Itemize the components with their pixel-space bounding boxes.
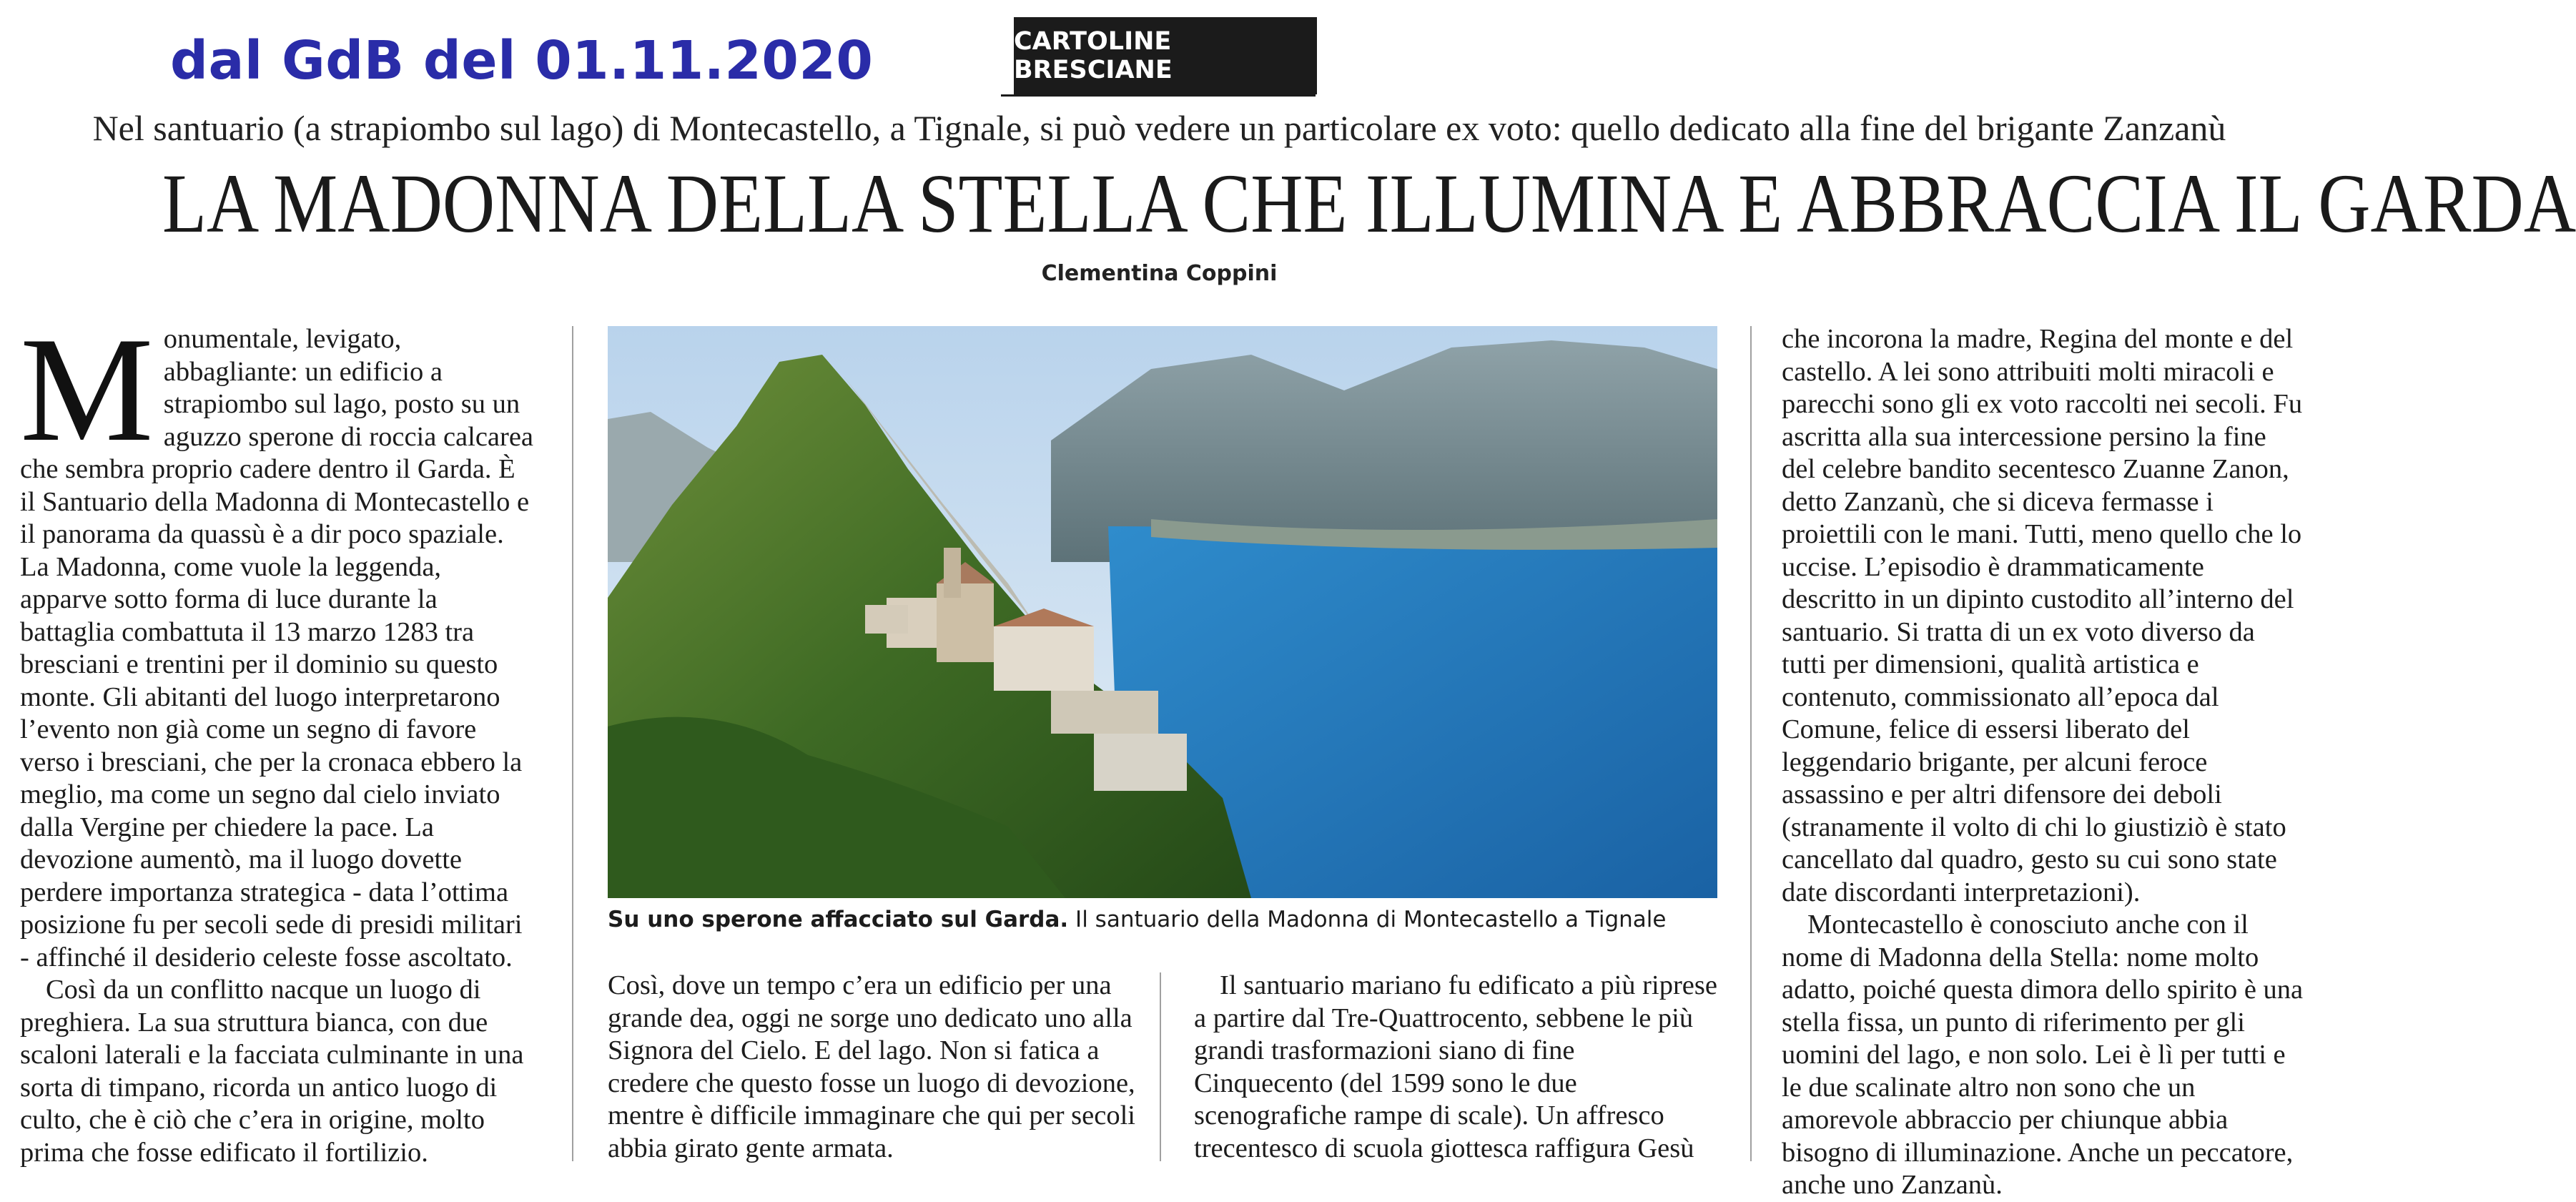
paragraph-2: Così da un conflitto nacque un luogo di preghiera. La sua struttura bianca, con due scaloni laterali e la facciata culminante in una sorta di timpano, ricorda un antico luogo di culto, che è ciò che c’era in origine, molto prima che fosse edificato il fortilizio. <box>20 975 524 1168</box>
article-column-4 <box>1782 323 2304 1202</box>
rubric-underline <box>1001 94 1316 97</box>
caption-text: Il santuario della Madonna di Montecastello a Tignale <box>1068 907 1667 932</box>
article-author: Clementina Coppini <box>1041 261 1278 286</box>
column-divider-3 <box>1750 326 1752 1161</box>
column-divider-2 <box>1160 972 1161 1161</box>
section-rubric <box>1014 17 1317 94</box>
photo-caption <box>608 907 1723 932</box>
caption-bold: Su uno sperone affacciato sul Garda. <box>608 907 1069 932</box>
paragraph-6: Montecastello è conosciuto anche con il nome di Madonna della Stella: nome molto adatto, poiché questa dimora dello spirito è una stella fissa, un punto di riferimento per gli uomini del lago, e non solo. Lei è lì per tutti e le due scalinate altro non sono che un amorevole abbraccio per chiunque abbia bisogno di illuminazione. Anche un peccatore, anche uno Zanzanù. <box>1782 910 2304 1200</box>
newspaper-source-label: dal GdB del 01.11.2020 <box>170 30 874 92</box>
santuario-photo <box>608 326 1717 898</box>
kicker-subtitle: Nel santuario (a strapiombo sul lago) di Montecastello, a Tignale, si può vedere un particolare ex voto: quello dedicato alla fine del brigante Zanzanù <box>92 108 2226 148</box>
article-column-2 <box>608 970 1137 1165</box>
drop-cap: M <box>20 307 154 473</box>
paragraph-1: onumentale, levigato, abbagliante: un edificio a strapiombo sul lago, posto su un aguzzo sperone di roccia calcarea che sembra proprio cadere dentro il Garda. È il Santuario della Madonna di Montecastello e il panorama da quassù è a dir poco spaziale. La Madonna, come vuole la leggenda, apparve sotto forma di luce durante la battaglia combattuta il 13 marzo 1283 tra bresciani e trentini per il dominio su questo monte. Gli abitanti del luogo interpretarono l’evento non già come un segno di favore verso i bresciani, che per la cronaca ebbero la meglio, ma come un segno dal cielo inviato dalla Vergine per chiedere la pace. La devozione aumentò, ma il luogo dovette perdere importanza strategica - data l’ottima posizione fu per secoli sede di presidi militari - affinché il desiderio celeste fosse ascoltato. <box>20 324 534 972</box>
article-column-3 <box>1194 970 1719 1165</box>
column-divider-1 <box>572 326 573 1161</box>
article-column-1 <box>20 307 535 1169</box>
rubric-label: CARTOLINE BRESCIANE <box>1014 27 1173 84</box>
article-headline: LA MADONNA DELLA STELLA CHE ILLUMINA E ABBRACCIA IL GARDA <box>162 157 2576 250</box>
paragraph-4: Il santuario mariano fu edificato a più riprese a partire dal Tre-Quattrocento, sebbene le più grandi trasformazioni siano di fine Cinquecento (del 1599 sono le due scenografiche rampe di scale). Un affresco trecentesco di scuola giottesca raffigura Gesù <box>1194 970 1717 1163</box>
paragraph-3: Così, dove un tempo c’era un edificio per una grande dea, oggi ne sorge uno dedicato uno alla Signora del Cielo. E del lago. Non si fatica a credere che questo fosse un luogo di devozione, mentre è difficile immaginare che qui per secoli abbia girato gente armata. <box>608 970 1135 1163</box>
paragraph-5: che incorona la madre, Regina del monte e del castello. A lei sono attribuiti molti miracoli e parecchi sono gli ex voto raccolti nei secoli. Fu ascritta alla sua intercessione persino la fine del celebre bandito secentesco Zuanne Zanon, detto Zanzanù, che si diceva fermasse i proiettili con le mani. Tutti, meno quello che lo uccise. L’episodio è drammaticamente descritto in un dipinto custodito all’interno del santuario. Si tratta di un ex voto diverso da tutti per dimensioni, qualità artistica e contenuto, commissionato all’epoca dal Comune, felice di essersi liberato del leggendario brigante, per alcuni feroce assassino e per altri difensore dei deboli (stranamente il volto di chi lo giustiziò è stato cancellato dal quadro, gesto su cui sono state date discordanti interpretazioni). <box>1782 324 2303 907</box>
